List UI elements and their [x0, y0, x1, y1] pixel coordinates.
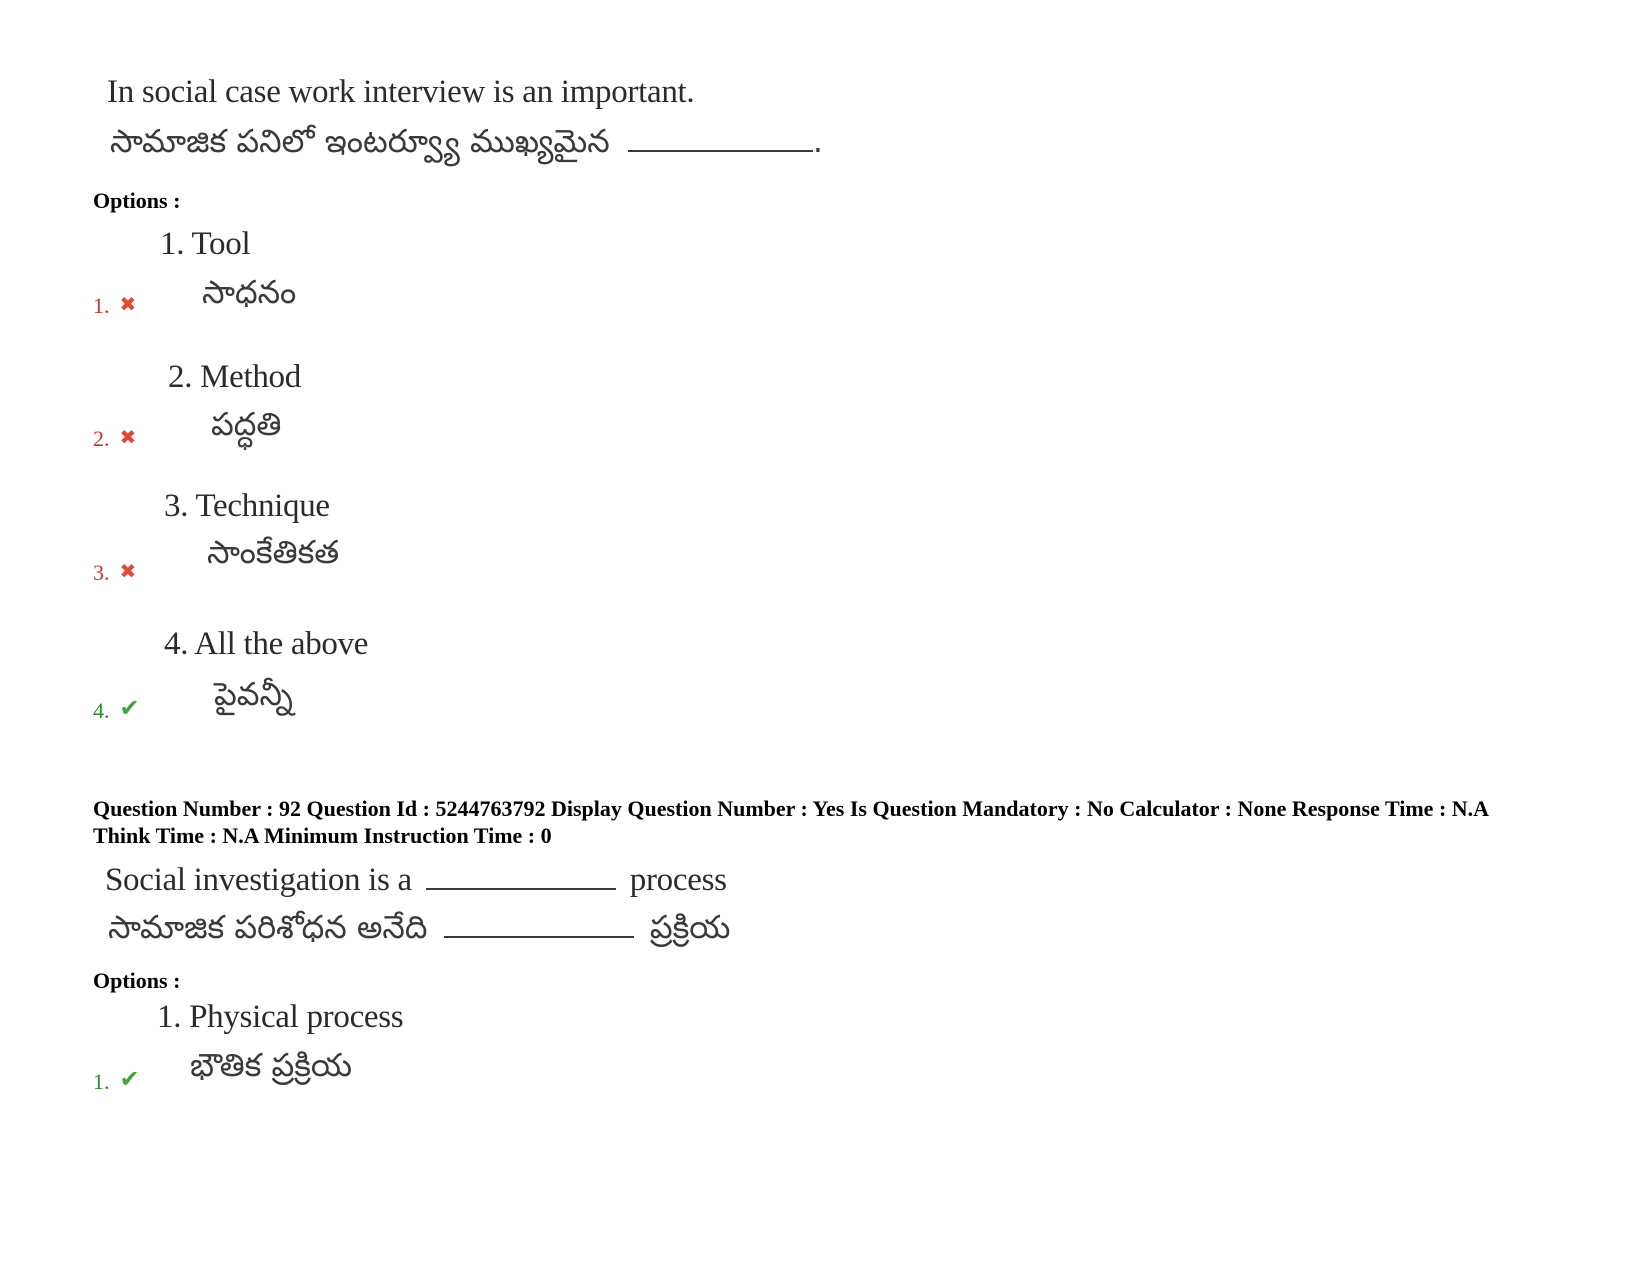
q91-option-2-english: 2. Method: [168, 359, 301, 395]
cross-icon: ✖: [119, 559, 137, 583]
answer-blank: [444, 932, 634, 938]
q92-stem-english-post: process: [629, 862, 727, 898]
cross-icon: ✖: [119, 425, 137, 449]
q92-stem-telugu-pre: సామాజిక పరిశోధన అనేది: [108, 908, 428, 946]
q92-option-1-marker: [93, 1065, 140, 1095]
q91-option-1-english: 1. Tool: [160, 226, 251, 262]
q92-stem-english: [105, 862, 727, 899]
q91-option-1-marker: [93, 292, 136, 319]
q91-option-1-telugu: సాధనం: [202, 273, 297, 311]
option-number: 3.: [93, 560, 110, 585]
option-number: 2.: [93, 426, 110, 451]
q91-option-4-english: 4. All the above: [164, 626, 369, 662]
q91-stem-english: In social case work interview is an important.: [107, 74, 695, 110]
q91-option-2-marker: [93, 425, 136, 452]
q92-stem-telugu-post: ప్రక్రియ: [649, 908, 731, 946]
q91-options-label: Options :: [93, 188, 181, 213]
q91-option-3-english: 3. Technique: [164, 488, 330, 524]
q91-option-4-telugu: పైవన్నీ: [214, 675, 293, 713]
q91-stem-telugu-end: .: [812, 122, 824, 160]
q91-option-3-telugu: సాంకేతికత: [207, 533, 340, 571]
q91-stem-telugu-text: సామాజిక పనిలో ఇంటర్వ్యూ ముఖ్యమైన: [110, 122, 610, 160]
q91-option-4-marker: [93, 694, 140, 724]
q92-stem-telugu: [108, 908, 730, 954]
option-number: 4.: [93, 698, 110, 723]
option-number: 1.: [93, 293, 110, 318]
q91-option-3-marker: [93, 559, 136, 586]
check-icon: ✔: [119, 1065, 140, 1093]
answer-blank: [426, 884, 616, 890]
q92-stem-english-pre: Social investigation is a: [105, 862, 412, 898]
q91-stem-telugu: [110, 122, 823, 168]
check-icon: ✔: [119, 694, 140, 722]
q92-options-label: Options :: [93, 968, 181, 993]
option-number: 1.: [93, 1069, 110, 1094]
q92-option-1-english: 1. Physical process: [157, 999, 404, 1035]
answer-blank: [628, 146, 813, 152]
q92-option-1-telugu: భౌతిక ప్రక్రియ: [190, 1046, 353, 1084]
cross-icon: ✖: [119, 292, 137, 316]
q92-metadata: Question Number : 92 Question Id : 5244763792 Display Question Number : Yes Is Question Mandatory : No Calculator : None Response Time : N.A Think Time : N.A Minimum Instruction Time : 0: [93, 796, 1488, 848]
q91-option-2-telugu: పద్ధతి: [211, 405, 282, 443]
